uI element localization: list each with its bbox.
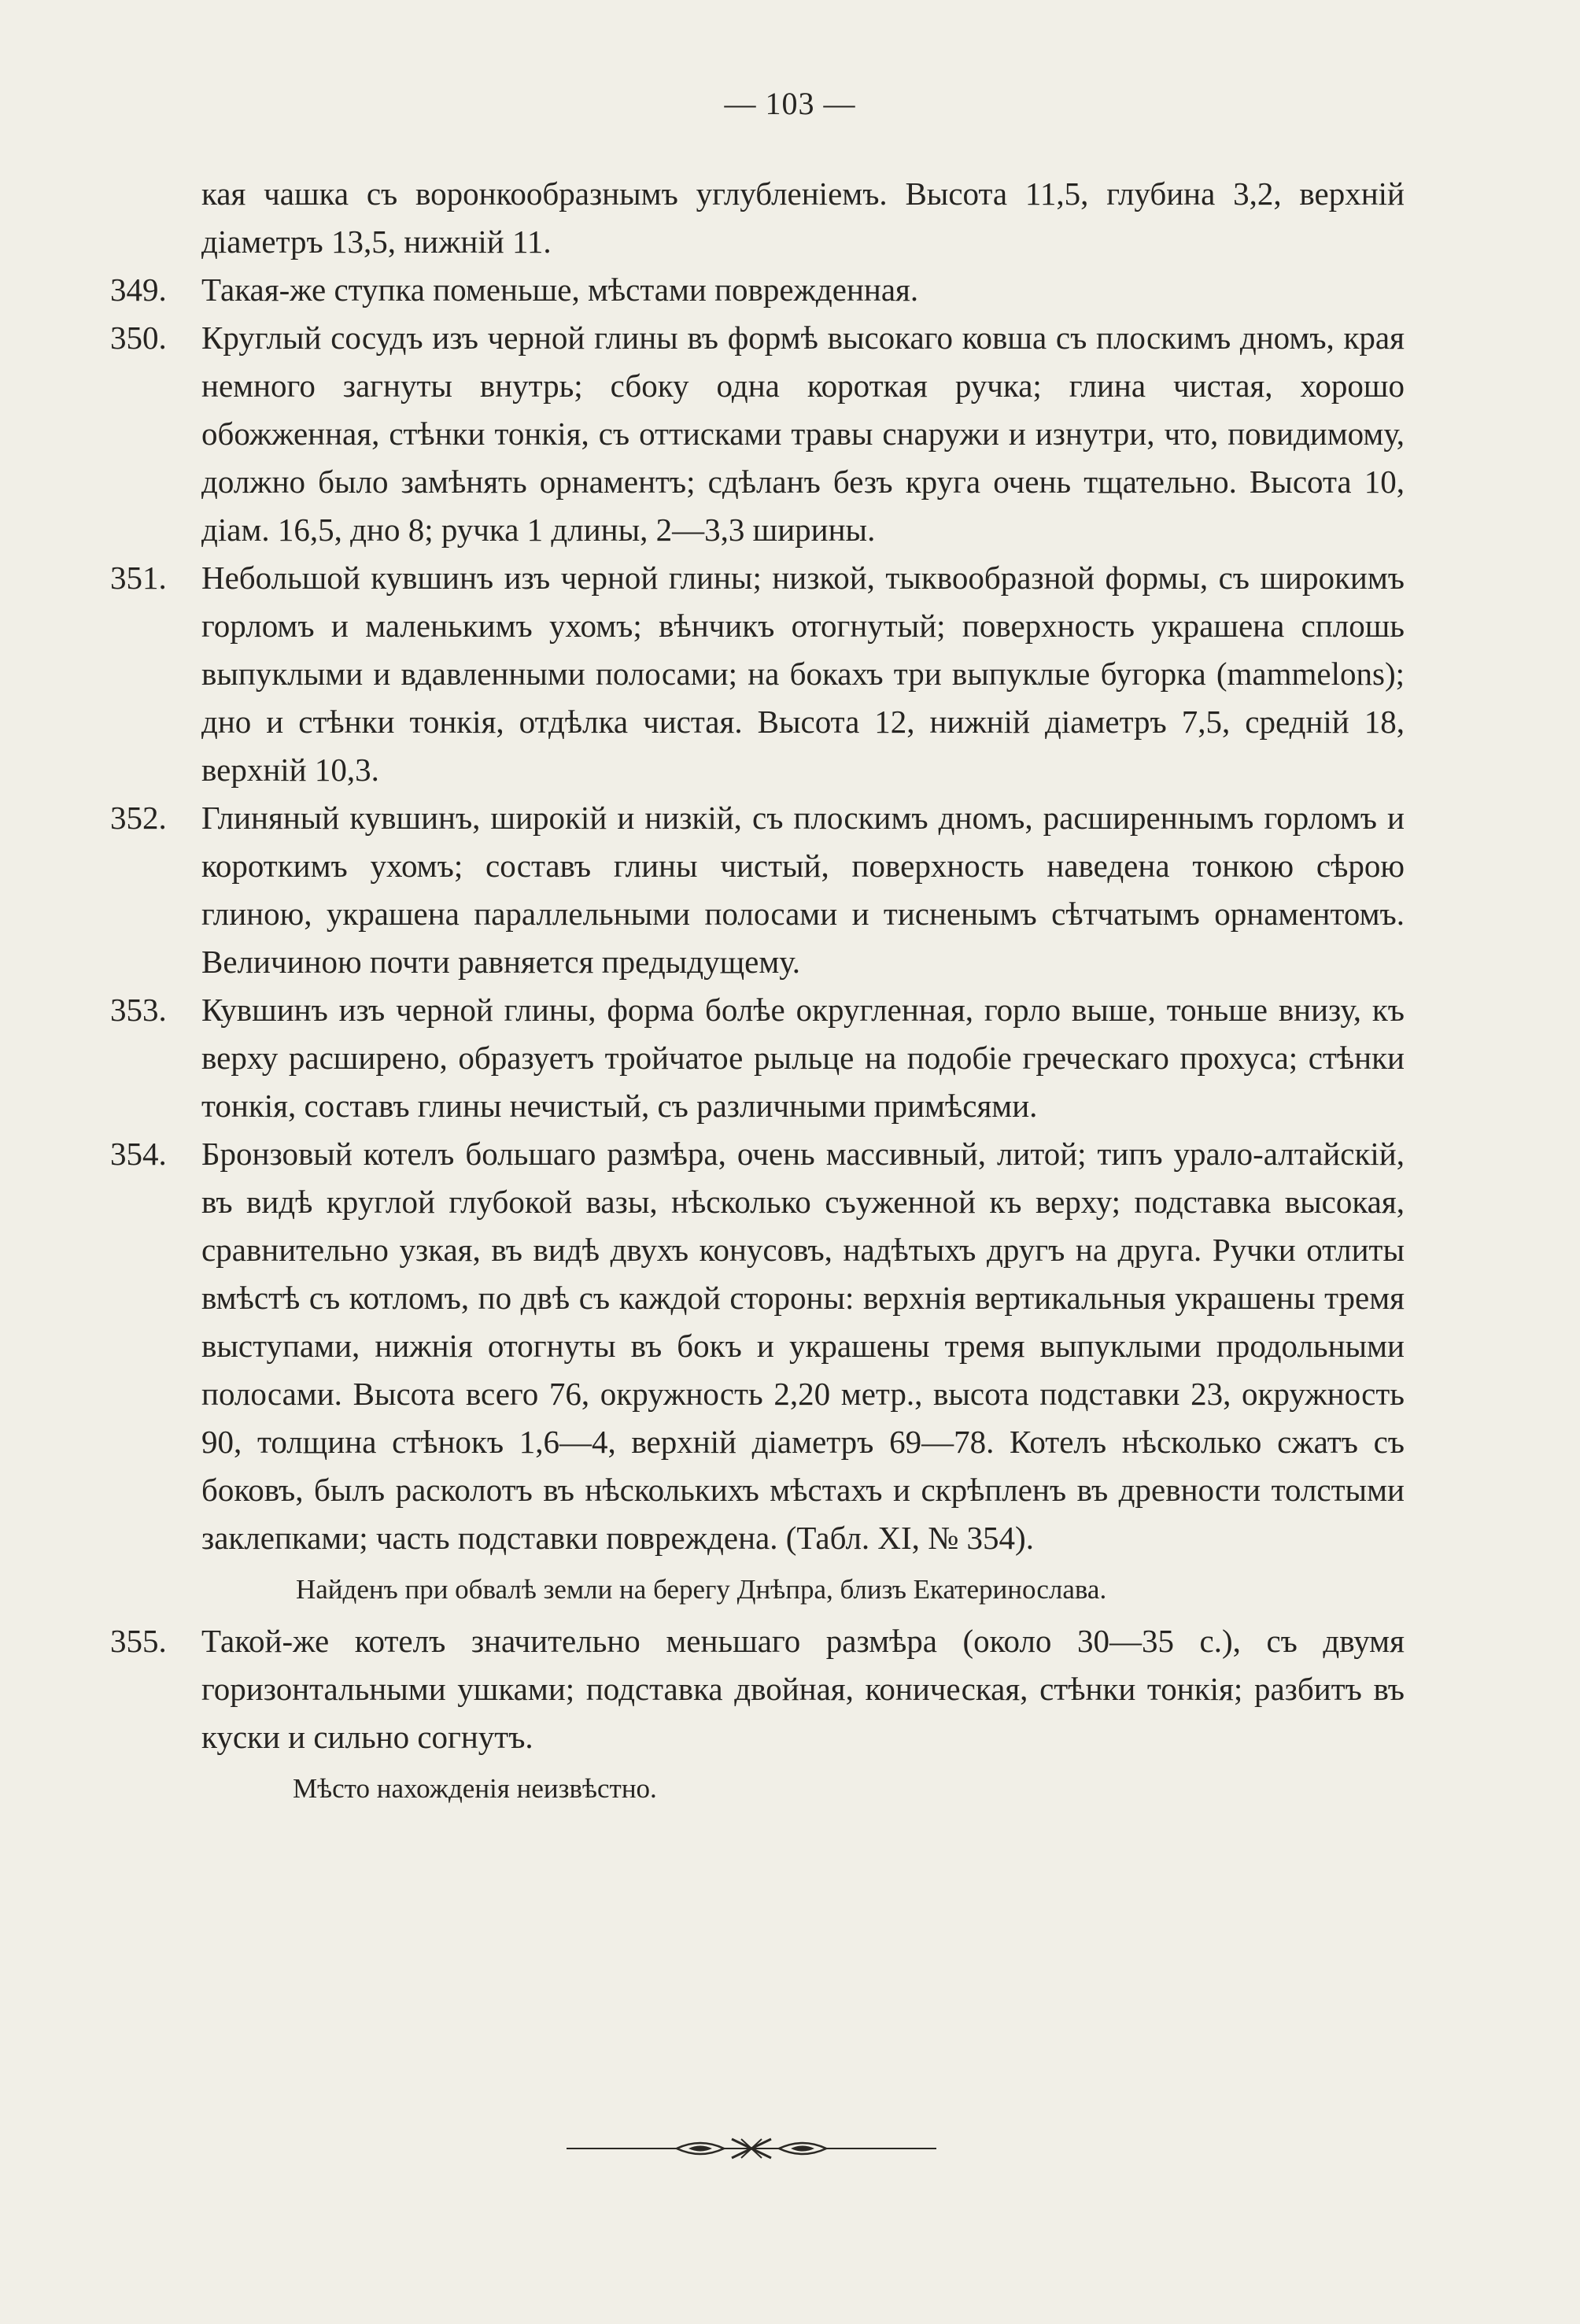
entry-number: 351.	[110, 560, 167, 596]
entry-number: 355.	[110, 1623, 167, 1659]
entry-number: 350.	[110, 320, 167, 356]
entry-number: 353.	[110, 992, 167, 1028]
ornament-divider-icon	[567, 2131, 936, 2166]
continuation-paragraph: кая чашка съ воронкообразнымъ углубленіемъ. Высота 11,5, глубина 3,2, верхній діаметръ 13,5, нижній 11.	[201, 176, 1405, 260]
page-number: — 103 —	[724, 86, 856, 121]
catalog-entry-351	[110, 554, 1405, 794]
entry-text: Бронзовый котелъ большаго размѣра, очень массивный, литой; типъ урало-алтайскій, въ видѣ круглой глубокой вазы, нѣсколько съуженной къ верху; подставка высокая, сравнительно узкая, въ видѣ двухъ конусовъ, надѣтыхъ другъ на друга. Ручки отлиты вмѣстѣ съ котломъ, по двѣ съ каждой стороны: верхнія вертикальныя украшены тремя выступами, нижнія отогнуты въ бокъ и украшены тремя выпуклыми продольными полосами. Высота всего 76, окружность 2,20 метр., высота подставки 23, окружность 90, толщина стѣнокъ 1,6—4, верхній діаметръ 69—78. Котелъ нѣсколько сжатъ съ боковъ, былъ расколотъ въ нѣсколькихъ мѣстахъ и скрѣпленъ въ древности толстыми заклепками; часть подставки повреждена. (Табл. XI, № 354).	[201, 1136, 1405, 1556]
catalog-entry-352	[110, 794, 1405, 986]
find-location-note: Найденъ при обвалѣ земли на берегу Днѣпра, близъ Екатеринослава.	[296, 1574, 1107, 1605]
entry-text: Кувшинъ изъ черной глины, форма болѣе округленная, горло выше, тоньше внизу, къ верху расширено, образуетъ тройчатое рыльце на подобіе греческаго прохуса; стѣнки тонкія, составъ глины нечистый, съ различными примѣсями.	[201, 992, 1405, 1124]
catalog-entry-349	[110, 266, 1405, 314]
catalog-entry-353	[110, 986, 1405, 1130]
entry-number: 354.	[110, 1136, 167, 1172]
catalog-entry-354	[110, 1130, 1405, 1562]
entry-text: Глиняный кувшинъ, широкій и низкій, съ плоскимъ дномъ, расширеннымъ горломъ и короткимъ ухомъ; составъ глины чистый, поверхность наведена тонкою сѣрою глиною, украшена параллельными полосами и тисненымъ сѣтчатымъ орнаментомъ. Величиною почти равняется предыдущему.	[201, 800, 1405, 980]
catalog-entry-350	[110, 314, 1405, 554]
entry-text: Такая-же ступка поменьше, мѣстами поврежденная.	[201, 272, 919, 308]
entry-number: 349.	[110, 272, 167, 308]
entry-text: Такой-же котелъ значительно меньшаго размѣра (около 30—35 с.), съ двумя горизонтальными ушками; подставка двойная, коническая, стѣнки тонкія; разбитъ въ куски и сильно согнутъ.	[201, 1623, 1405, 1755]
catalog-entry-355	[110, 1617, 1405, 1761]
entry-text: Круглый сосудъ изъ черной глины въ формѣ высокаго ковша съ плоскимъ дномъ, края немного загнуты внутрь; сбоку одна короткая ручка; глина чистая, хорошо обожженная, стѣнки тонкія, съ оттисками травы снаружи и изнутри, что, повидимому, должно было замѣнять орнаментъ; сдѣланъ безъ круга очень тщательно. Высота 10, діам. 16,5, дно 8; ручка 1 длины, 2—3,3 ширины.	[201, 320, 1405, 548]
catalog-body	[110, 170, 1405, 1816]
entry-number: 352.	[110, 800, 167, 836]
entry-text: Небольшой кувшинъ изъ черной глины; низкой, тыквообразной формы, съ широкимъ горломъ и маленькимъ ухомъ; вѣнчикъ отогнутый; поверхность украшена сплошь выпуклыми и вдавленными полосами; на бокахъ три выпуклые бугорка (mammelons); дно и стѣнки тонкія, отдѣлка чистая. Высота 12, нижній діаметръ 7,5, средній 18, верхній 10,3.	[201, 560, 1405, 788]
find-location-note: Мѣсто нахожденія неизвѣстно.	[293, 1773, 657, 1804]
